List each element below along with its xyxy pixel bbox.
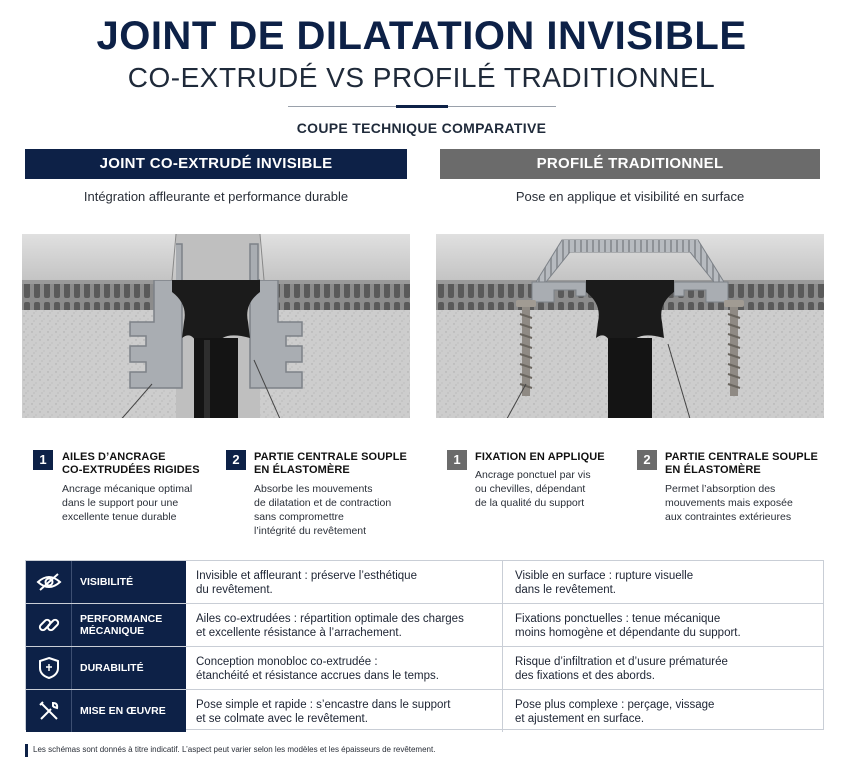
page-title: JOINT DE DILATATION INVISIBLE bbox=[96, 14, 747, 58]
traditional-cell: Fixations ponctuelles : tenue mécanique moins homogène et dépendante du support. bbox=[515, 613, 741, 639]
table-row bbox=[26, 647, 823, 689]
callout-number: 2 bbox=[226, 450, 246, 470]
footnote-marker bbox=[25, 744, 28, 757]
callout-title: PARTIE CENTRALE SOUPLE EN ÉLASTOMÈRE bbox=[665, 451, 818, 476]
section-label: COUPE TECHNIQUE COMPARATIVE bbox=[296, 120, 547, 136]
traditional-cell: Pose plus complexe : perçage, vissage et ajustement en surface. bbox=[515, 699, 715, 725]
co-extruded-cell: Conception monobloc co-extrudée : étanchéité et résistance accrues dans le temps. bbox=[186, 647, 503, 689]
footnote: Les schémas sont donnés à titre indicatif. L’aspect peut varier selon les modèles et les épaisseurs de revêtement. bbox=[33, 745, 436, 754]
right-banner: PROFILÉ TRADITIONNEL bbox=[440, 149, 820, 179]
row-label: PERFORMANCE MÉCANIQUE bbox=[71, 604, 186, 646]
title-divider-accent bbox=[396, 105, 448, 108]
table-row bbox=[26, 604, 823, 646]
shield-icon bbox=[26, 647, 71, 689]
callout-body: Ancrage mécanique optimal dans le support pour une excellente tenue durable bbox=[62, 483, 193, 523]
row-label: DURABILITÉ bbox=[71, 647, 186, 689]
comparison-table bbox=[25, 560, 824, 730]
left-tagline: Intégration affleurante et performance durable bbox=[83, 189, 349, 204]
callout-body: Permet l’absorption des mouvements mais exposée aux contraintes extérieures bbox=[665, 483, 793, 523]
left-banner: JOINT CO-EXTRUDÉ INVISIBLE bbox=[25, 149, 407, 179]
eye-slash-icon bbox=[26, 561, 71, 603]
co-extruded-cell: Ailes co-extrudées : répartition optimale des charges et excellente résistance à l’arrachement. bbox=[186, 604, 503, 646]
callout-body: Ancrage ponctuel par vis ou chevilles, dépendant de la qualité du support bbox=[475, 469, 591, 509]
callout-number: 1 bbox=[33, 450, 53, 470]
callout-number: 1 bbox=[447, 450, 467, 470]
table-row bbox=[26, 561, 823, 603]
link-icon bbox=[26, 604, 71, 646]
co-extruded-cell: Invisible et affleurant : préserve l’esthétique du revêtement. bbox=[186, 561, 503, 603]
tools-icon bbox=[26, 690, 71, 732]
row-label: VISIBILITÉ bbox=[71, 561, 186, 603]
callout-number: 2 bbox=[637, 450, 657, 470]
table-row bbox=[26, 690, 823, 732]
callout-title: AILES D’ANCRAGE CO-EXTRUDÉES RIGIDES bbox=[62, 451, 200, 476]
page-subtitle: CO-EXTRUDÉ VS PROFILÉ TRADITIONNEL bbox=[127, 62, 716, 93]
traditional-profile-diagram bbox=[436, 234, 824, 418]
callout-body: Absorbe les mouvements de dilatation et de contraction sans compromettre l’intégrité du revêtement bbox=[254, 483, 392, 537]
callout-title: FIXATION EN APPLIQUE bbox=[475, 451, 605, 463]
traditional-cell: Visible en surface : rupture visuelle dans le revêtement. bbox=[515, 570, 694, 596]
traditional-cell: Risque d’infiltration et d’usure prématurée des fixations et des abords. bbox=[515, 656, 728, 682]
right-tagline: Pose en applique et visibilité en surface bbox=[515, 189, 745, 204]
row-label: MISE EN ŒUVRE bbox=[71, 690, 186, 732]
callout-title: PARTIE CENTRALE SOUPLE EN ÉLASTOMÈRE bbox=[254, 451, 407, 476]
co-extruded-joint-diagram bbox=[22, 234, 410, 418]
co-extruded-cell: Pose simple et rapide : s’encastre dans le support et se colmate avec le revêtement. bbox=[186, 690, 503, 732]
